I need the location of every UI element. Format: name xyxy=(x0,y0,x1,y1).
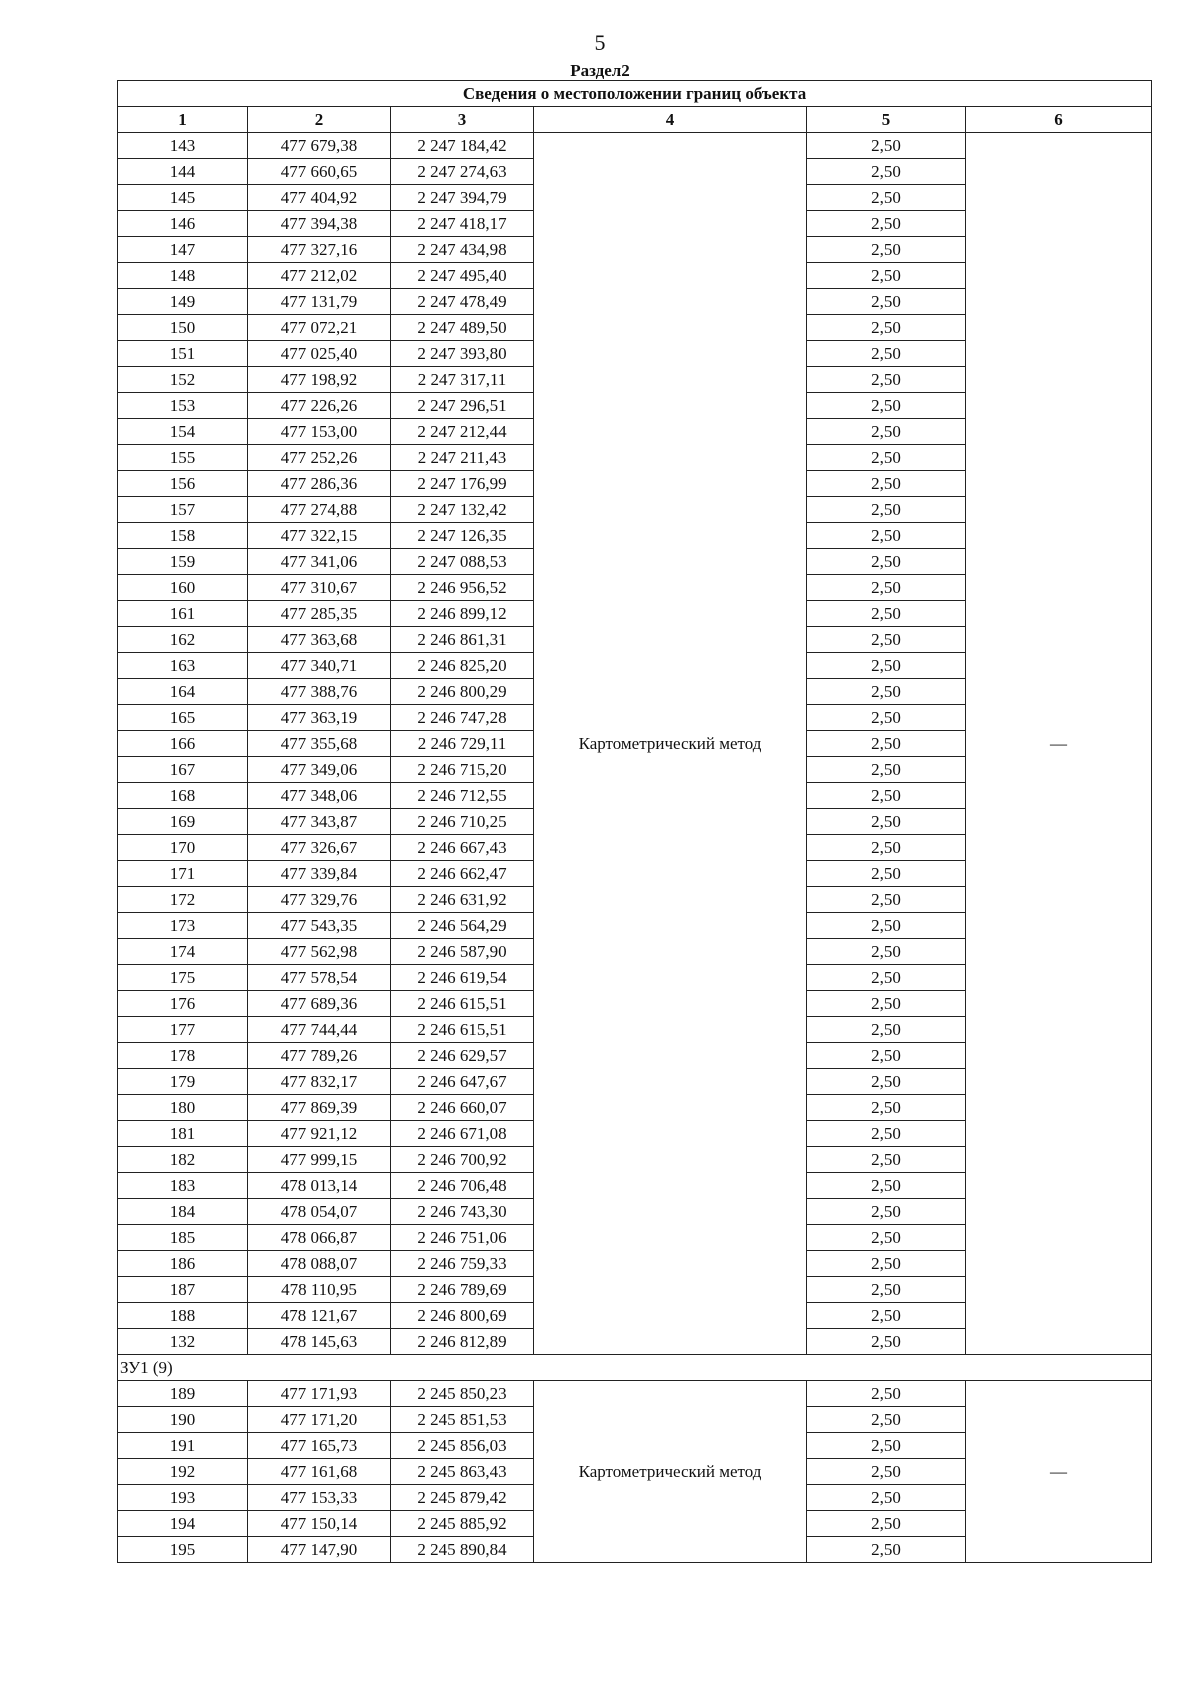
coordinate-x: 477 198,92 xyxy=(248,367,391,393)
coordinate-y: 2 246 743,30 xyxy=(391,1199,534,1225)
accuracy-value: 2,50 xyxy=(807,809,966,835)
column-header-2: 2 xyxy=(248,107,391,133)
accuracy-value: 2,50 xyxy=(807,471,966,497)
coordinate-x: 478 110,95 xyxy=(248,1277,391,1303)
point-number: 147 xyxy=(118,237,248,263)
coordinate-y: 2 247 126,35 xyxy=(391,523,534,549)
coordinate-y: 2 246 619,54 xyxy=(391,965,534,991)
coordinate-x: 477 285,35 xyxy=(248,601,391,627)
accuracy-value: 2,50 xyxy=(807,1407,966,1433)
point-number: 146 xyxy=(118,211,248,237)
coordinate-y: 2 246 956,52 xyxy=(391,575,534,601)
accuracy-value: 2,50 xyxy=(807,497,966,523)
accuracy-value: 2,50 xyxy=(807,705,966,731)
point-number: 159 xyxy=(118,549,248,575)
coordinate-y: 2 246 587,90 xyxy=(391,939,534,965)
coordinate-x: 477 131,79 xyxy=(248,289,391,315)
coordinate-x: 477 869,39 xyxy=(248,1095,391,1121)
point-number: 163 xyxy=(118,653,248,679)
accuracy-value: 2,50 xyxy=(807,1381,966,1407)
point-number: 186 xyxy=(118,1251,248,1277)
accuracy-value: 2,50 xyxy=(807,1147,966,1173)
accuracy-value: 2,50 xyxy=(807,1225,966,1251)
coordinate-y: 2 246 660,07 xyxy=(391,1095,534,1121)
point-number: 167 xyxy=(118,757,248,783)
coordinate-y: 2 246 631,92 xyxy=(391,887,534,913)
point-number: 192 xyxy=(118,1459,248,1485)
accuracy-value: 2,50 xyxy=(807,757,966,783)
accuracy-value: 2,50 xyxy=(807,835,966,861)
coordinate-y: 2 246 667,43 xyxy=(391,835,534,861)
accuracy-value: 2,50 xyxy=(807,887,966,913)
point-number: 172 xyxy=(118,887,248,913)
coordinate-x: 477 404,92 xyxy=(248,185,391,211)
coordinate-x: 477 789,26 xyxy=(248,1043,391,1069)
accuracy-value: 2,50 xyxy=(807,783,966,809)
point-number: 161 xyxy=(118,601,248,627)
accuracy-value: 2,50 xyxy=(807,133,966,159)
accuracy-value: 2,50 xyxy=(807,445,966,471)
coordinate-y: 2 247 478,49 xyxy=(391,289,534,315)
accuracy-value: 2,50 xyxy=(807,1095,966,1121)
coordinate-x: 477 252,26 xyxy=(248,445,391,471)
coordinate-y: 2 247 489,50 xyxy=(391,315,534,341)
coordinate-x: 477 689,36 xyxy=(248,991,391,1017)
coordinate-y: 2 246 861,31 xyxy=(391,627,534,653)
accuracy-value: 2,50 xyxy=(807,939,966,965)
coordinate-x: 477 165,73 xyxy=(248,1433,391,1459)
coordinate-y: 2 246 629,57 xyxy=(391,1043,534,1069)
coordinate-y: 2 246 812,89 xyxy=(391,1329,534,1355)
coordinate-y: 2 246 615,51 xyxy=(391,1017,534,1043)
method-cell: Картометрический метод xyxy=(534,1381,807,1563)
point-number: 179 xyxy=(118,1069,248,1095)
point-number: 195 xyxy=(118,1537,248,1563)
coordinate-y: 2 245 856,03 xyxy=(391,1433,534,1459)
coordinate-x: 477 326,67 xyxy=(248,835,391,861)
coordinate-x: 477 363,68 xyxy=(248,627,391,653)
point-number: 177 xyxy=(118,1017,248,1043)
coordinate-y: 2 245 879,42 xyxy=(391,1485,534,1511)
coordinate-y: 2 246 647,67 xyxy=(391,1069,534,1095)
point-number: 193 xyxy=(118,1485,248,1511)
coordinate-y: 2 247 274,63 xyxy=(391,159,534,185)
accuracy-value: 2,50 xyxy=(807,211,966,237)
accuracy-value: 2,50 xyxy=(807,1069,966,1095)
coordinate-x: 477 363,19 xyxy=(248,705,391,731)
point-number: 173 xyxy=(118,913,248,939)
coordinate-y: 2 246 706,48 xyxy=(391,1173,534,1199)
coordinate-x: 478 013,14 xyxy=(248,1173,391,1199)
coordinate-y: 2 246 899,12 xyxy=(391,601,534,627)
accuracy-value: 2,50 xyxy=(807,653,966,679)
point-number: 170 xyxy=(118,835,248,861)
point-number: 160 xyxy=(118,575,248,601)
accuracy-value: 2,50 xyxy=(807,601,966,627)
point-number: 153 xyxy=(118,393,248,419)
accuracy-value: 2,50 xyxy=(807,679,966,705)
coordinate-y: 2 245 885,92 xyxy=(391,1511,534,1537)
point-number: 184 xyxy=(118,1199,248,1225)
coordinate-x: 477 286,36 xyxy=(248,471,391,497)
accuracy-value: 2,50 xyxy=(807,1043,966,1069)
point-number: 155 xyxy=(118,445,248,471)
accuracy-value: 2,50 xyxy=(807,185,966,211)
coordinate-x: 477 339,84 xyxy=(248,861,391,887)
section-title: Раздел2 xyxy=(570,61,630,80)
point-number: 168 xyxy=(118,783,248,809)
coordinate-x: 477 212,02 xyxy=(248,263,391,289)
coordinate-x: 477 921,12 xyxy=(248,1121,391,1147)
column-header-1: 1 xyxy=(118,107,248,133)
point-number: 132 xyxy=(118,1329,248,1355)
column-6-cell: — xyxy=(966,1381,1152,1563)
accuracy-value: 2,50 xyxy=(807,1121,966,1147)
accuracy-value: 2,50 xyxy=(807,393,966,419)
group-label: ЗУ1 (9) xyxy=(118,1355,1152,1381)
accuracy-value: 2,50 xyxy=(807,159,966,185)
coordinate-x: 477 274,88 xyxy=(248,497,391,523)
coordinate-y: 2 245 851,53 xyxy=(391,1407,534,1433)
coordinate-y: 2 247 317,11 xyxy=(391,367,534,393)
coordinate-x: 477 153,00 xyxy=(248,419,391,445)
coordinate-y: 2 246 715,20 xyxy=(391,757,534,783)
point-number: 145 xyxy=(118,185,248,211)
point-number: 191 xyxy=(118,1433,248,1459)
accuracy-value: 2,50 xyxy=(807,341,966,367)
point-number: 152 xyxy=(118,367,248,393)
accuracy-value: 2,50 xyxy=(807,1277,966,1303)
coordinate-x: 477 562,98 xyxy=(248,939,391,965)
point-number: 182 xyxy=(118,1147,248,1173)
coordinate-y: 2 246 700,92 xyxy=(391,1147,534,1173)
coordinate-y: 2 247 211,43 xyxy=(391,445,534,471)
coordinate-x: 477 329,76 xyxy=(248,887,391,913)
accuracy-value: 2,50 xyxy=(807,237,966,263)
coordinate-x: 477 153,33 xyxy=(248,1485,391,1511)
coordinate-x: 477 679,38 xyxy=(248,133,391,159)
column-header-5: 5 xyxy=(807,107,966,133)
accuracy-value: 2,50 xyxy=(807,1303,966,1329)
coordinate-x: 478 121,67 xyxy=(248,1303,391,1329)
point-number: 158 xyxy=(118,523,248,549)
accuracy-value: 2,50 xyxy=(807,965,966,991)
coordinate-x: 477 025,40 xyxy=(248,341,391,367)
point-number: 169 xyxy=(118,809,248,835)
coordinate-x: 478 145,63 xyxy=(248,1329,391,1355)
coordinate-y: 2 245 890,84 xyxy=(391,1537,534,1563)
point-number: 162 xyxy=(118,627,248,653)
coordinate-y: 2 247 434,98 xyxy=(391,237,534,263)
accuracy-value: 2,50 xyxy=(807,419,966,445)
table-row xyxy=(118,1381,1152,1407)
coordinate-y: 2 246 747,28 xyxy=(391,705,534,731)
coordinate-x: 477 171,93 xyxy=(248,1381,391,1407)
coordinate-y: 2 246 710,25 xyxy=(391,809,534,835)
coordinate-y: 2 247 418,17 xyxy=(391,211,534,237)
coordinate-y: 2 246 564,29 xyxy=(391,913,534,939)
coordinate-x: 478 088,07 xyxy=(248,1251,391,1277)
coordinate-y: 2 247 088,53 xyxy=(391,549,534,575)
point-number: 185 xyxy=(118,1225,248,1251)
coordinate-y: 2 247 495,40 xyxy=(391,263,534,289)
coordinate-x: 477 310,67 xyxy=(248,575,391,601)
coordinate-x: 477 147,90 xyxy=(248,1537,391,1563)
coordinate-x: 477 327,16 xyxy=(248,237,391,263)
point-number: 176 xyxy=(118,991,248,1017)
page-number: 5 xyxy=(594,30,606,55)
group-label-row xyxy=(118,1355,1152,1381)
coordinate-x: 477 349,06 xyxy=(248,757,391,783)
accuracy-value: 2,50 xyxy=(807,1511,966,1537)
coordinate-x: 477 348,06 xyxy=(248,783,391,809)
column-header-3: 3 xyxy=(391,107,534,133)
coordinate-y: 2 246 789,69 xyxy=(391,1277,534,1303)
point-number: 154 xyxy=(118,419,248,445)
coordinate-y: 2 246 671,08 xyxy=(391,1121,534,1147)
coordinate-x: 477 394,38 xyxy=(248,211,391,237)
column-header-4: 4 xyxy=(534,107,807,133)
coordinate-y: 2 246 751,06 xyxy=(391,1225,534,1251)
coordinate-x: 477 578,54 xyxy=(248,965,391,991)
table-caption: Сведения о местоположении границ объекта xyxy=(118,81,1152,107)
accuracy-value: 2,50 xyxy=(807,575,966,601)
coordinate-x: 477 832,17 xyxy=(248,1069,391,1095)
point-number: 144 xyxy=(118,159,248,185)
accuracy-value: 2,50 xyxy=(807,1485,966,1511)
accuracy-value: 2,50 xyxy=(807,1537,966,1563)
point-number: 187 xyxy=(118,1277,248,1303)
point-number: 194 xyxy=(118,1511,248,1537)
column-header-6: 6 xyxy=(966,107,1152,133)
point-number: 156 xyxy=(118,471,248,497)
accuracy-value: 2,50 xyxy=(807,1199,966,1225)
coordinate-y: 2 247 296,51 xyxy=(391,393,534,419)
column-6-cell: — xyxy=(966,133,1152,1355)
coordinate-x: 477 999,15 xyxy=(248,1147,391,1173)
point-number: 165 xyxy=(118,705,248,731)
coordinate-x: 477 660,65 xyxy=(248,159,391,185)
coordinate-y: 2 247 394,79 xyxy=(391,185,534,211)
table-row xyxy=(118,133,1152,159)
accuracy-value: 2,50 xyxy=(807,367,966,393)
point-number: 166 xyxy=(118,731,248,757)
coordinate-y: 2 246 729,11 xyxy=(391,731,534,757)
point-number: 149 xyxy=(118,289,248,315)
coordinate-y: 2 246 712,55 xyxy=(391,783,534,809)
coordinate-y: 2 247 184,42 xyxy=(391,133,534,159)
point-number: 181 xyxy=(118,1121,248,1147)
coordinate-x: 477 161,68 xyxy=(248,1459,391,1485)
accuracy-value: 2,50 xyxy=(807,1017,966,1043)
point-number: 148 xyxy=(118,263,248,289)
coordinate-y: 2 246 759,33 xyxy=(391,1251,534,1277)
accuracy-value: 2,50 xyxy=(807,991,966,1017)
point-number: 150 xyxy=(118,315,248,341)
coordinate-x: 477 150,14 xyxy=(248,1511,391,1537)
method-cell: Картометрический метод xyxy=(534,133,807,1355)
coordinate-y: 2 246 825,20 xyxy=(391,653,534,679)
accuracy-value: 2,50 xyxy=(807,1173,966,1199)
coordinate-y: 2 247 212,44 xyxy=(391,419,534,445)
point-number: 180 xyxy=(118,1095,248,1121)
coordinate-y: 2 247 393,80 xyxy=(391,341,534,367)
accuracy-value: 2,50 xyxy=(807,627,966,653)
accuracy-value: 2,50 xyxy=(807,1329,966,1355)
table-body xyxy=(118,133,1152,1563)
coordinate-x: 477 340,71 xyxy=(248,653,391,679)
coordinate-y: 2 246 800,69 xyxy=(391,1303,534,1329)
coordinate-y: 2 246 662,47 xyxy=(391,861,534,887)
accuracy-value: 2,50 xyxy=(807,523,966,549)
point-number: 175 xyxy=(118,965,248,991)
accuracy-value: 2,50 xyxy=(807,263,966,289)
point-number: 151 xyxy=(118,341,248,367)
accuracy-value: 2,50 xyxy=(807,731,966,757)
coordinate-y: 2 247 176,99 xyxy=(391,471,534,497)
accuracy-value: 2,50 xyxy=(807,913,966,939)
accuracy-value: 2,50 xyxy=(807,315,966,341)
point-number: 189 xyxy=(118,1381,248,1407)
coordinate-x: 477 388,76 xyxy=(248,679,391,705)
accuracy-value: 2,50 xyxy=(807,1459,966,1485)
coordinate-y: 2 245 850,23 xyxy=(391,1381,534,1407)
point-number: 183 xyxy=(118,1173,248,1199)
accuracy-value: 2,50 xyxy=(807,861,966,887)
point-number: 171 xyxy=(118,861,248,887)
accuracy-value: 2,50 xyxy=(807,289,966,315)
coordinate-y: 2 247 132,42 xyxy=(391,497,534,523)
accuracy-value: 2,50 xyxy=(807,1433,966,1459)
point-number: 143 xyxy=(118,133,248,159)
coordinate-x: 477 355,68 xyxy=(248,731,391,757)
coordinate-y: 2 246 615,51 xyxy=(391,991,534,1017)
point-number: 164 xyxy=(118,679,248,705)
coordinate-y: 2 245 863,43 xyxy=(391,1459,534,1485)
point-number: 178 xyxy=(118,1043,248,1069)
coordinate-x: 477 744,44 xyxy=(248,1017,391,1043)
coordinate-x: 477 341,06 xyxy=(248,549,391,575)
coordinate-x: 477 343,87 xyxy=(248,809,391,835)
coordinate-x: 477 171,20 xyxy=(248,1407,391,1433)
accuracy-value: 2,50 xyxy=(807,549,966,575)
point-number: 157 xyxy=(118,497,248,523)
coordinate-x: 478 066,87 xyxy=(248,1225,391,1251)
coordinate-x: 477 226,26 xyxy=(248,393,391,419)
point-number: 174 xyxy=(118,939,248,965)
boundary-coordinates-table xyxy=(117,80,1152,1563)
coordinate-x: 477 543,35 xyxy=(248,913,391,939)
coordinate-x: 478 054,07 xyxy=(248,1199,391,1225)
coordinate-x: 477 322,15 xyxy=(248,523,391,549)
coordinate-x: 477 072,21 xyxy=(248,315,391,341)
point-number: 188 xyxy=(118,1303,248,1329)
point-number: 190 xyxy=(118,1407,248,1433)
accuracy-value: 2,50 xyxy=(807,1251,966,1277)
coordinate-y: 2 246 800,29 xyxy=(391,679,534,705)
